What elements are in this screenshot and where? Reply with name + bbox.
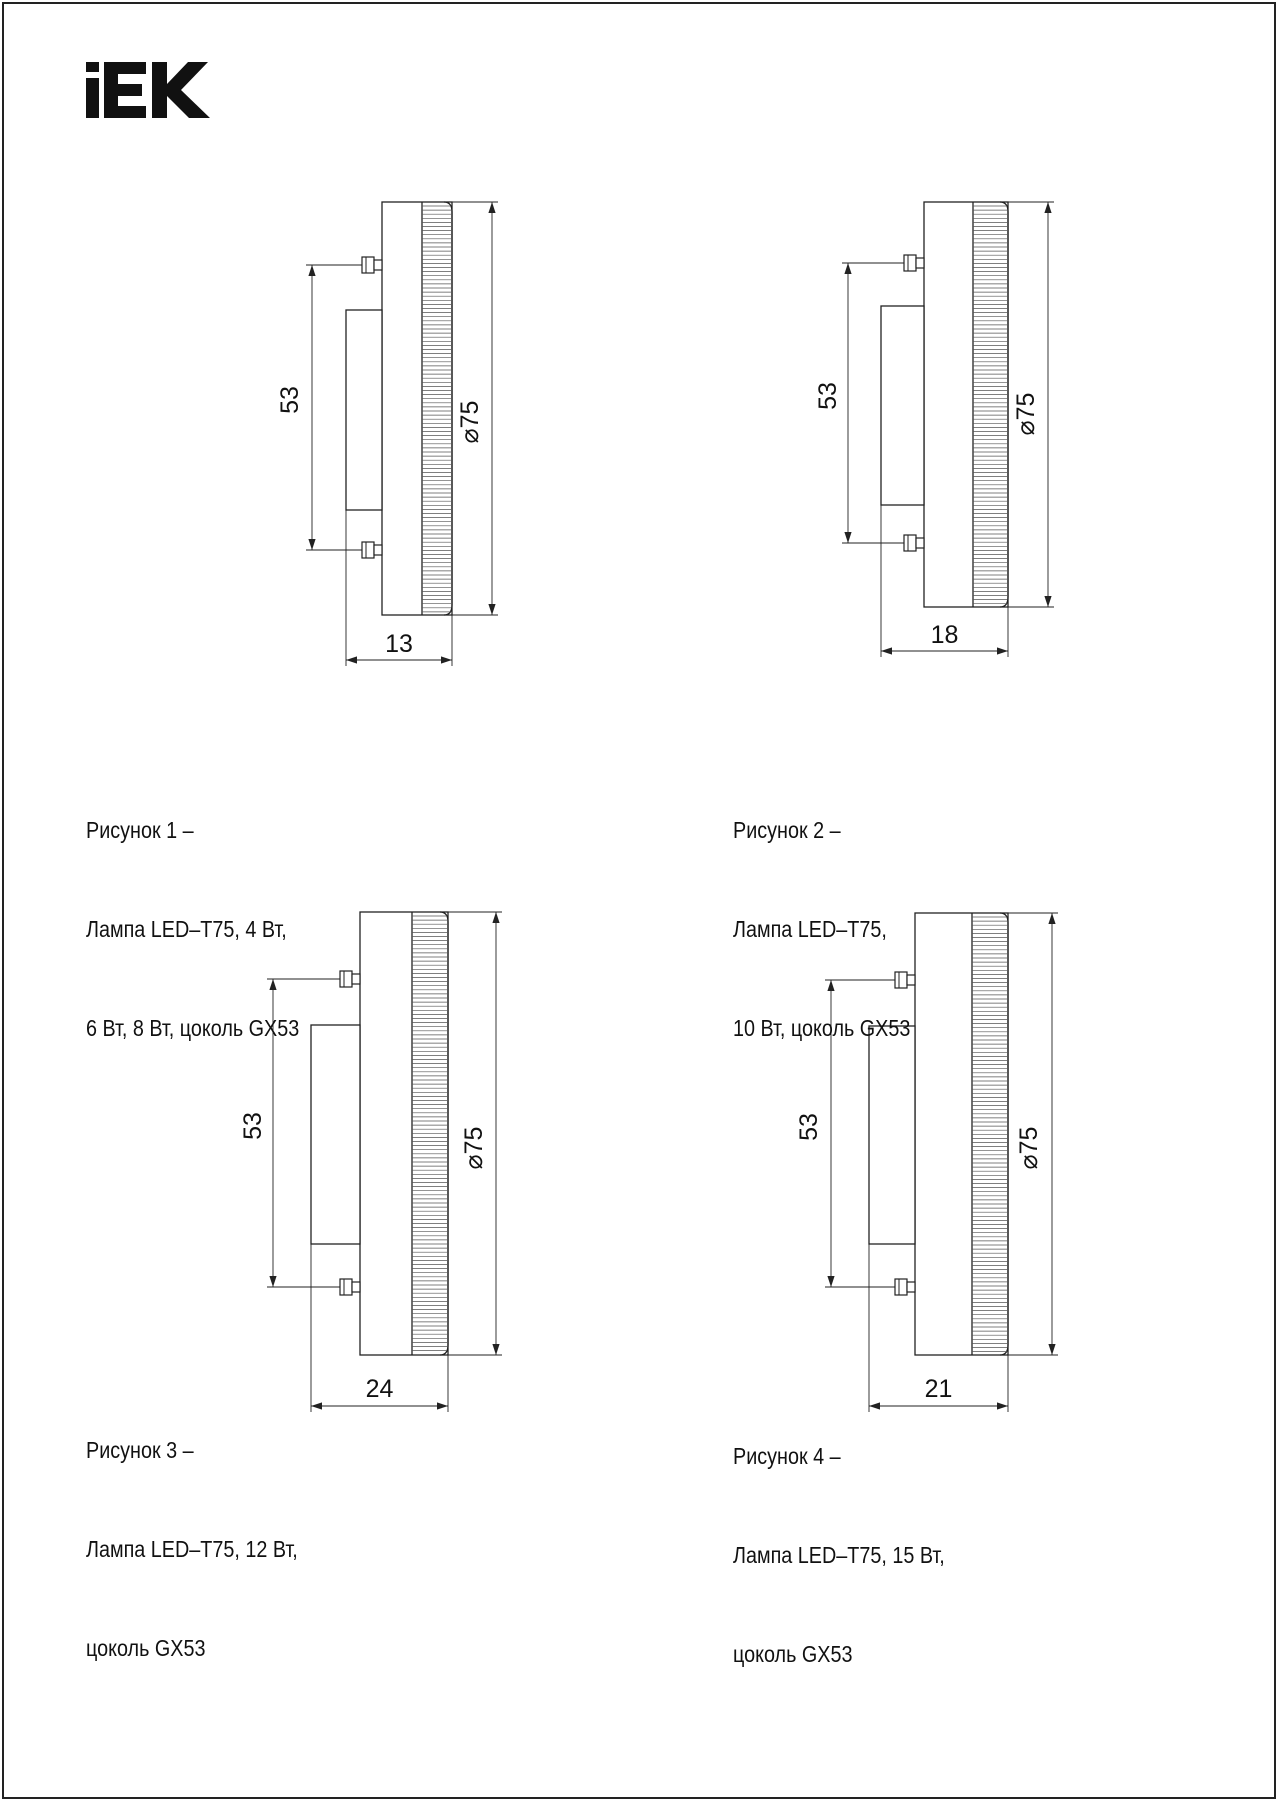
caption-line: Рисунок 3 – [86,1437,194,1463]
dimension-arrow [827,1276,834,1287]
caption-line: Лампа LED–T75, 12 Вт, [86,1536,298,1562]
contact-pin [895,1279,915,1295]
caption-line: цоколь GX53 [733,1641,853,1667]
dimension-label-diameter: ⌀75 [456,400,484,444]
figure-caption [733,748,910,1111]
dimension-label-width: 24 [365,1375,394,1403]
figure-caption [733,1374,945,1737]
dimension-arrow [1048,1344,1055,1355]
figure-caption [86,1368,298,1731]
dimension-label-diameter: ⌀75 [460,1126,488,1170]
caption-line: 10 Вт, цоколь GX53 [733,1015,911,1041]
caption-line: 6 Вт, 8 Вт, цоколь GX53 [86,1015,300,1041]
dimension-label-width: 13 [385,630,413,658]
caption-line: Рисунок 1 – [86,817,194,843]
dimension-label-pin-spacing: 53 [795,1113,823,1141]
caption-line: Рисунок 2 – [733,817,841,843]
dimension-label-diameter: ⌀75 [1015,1126,1043,1170]
dimension-arrow [997,1402,1008,1409]
caption-line: Рисунок 4 – [733,1443,841,1469]
dimension-label-width: 21 [924,1375,953,1403]
dimension-label-pin-spacing: 53 [276,386,304,414]
figure-caption [86,748,299,1111]
dimension-label-width: 18 [930,621,959,649]
dimension-label-pin-spacing: 53 [239,1112,267,1140]
dimension-label-pin-spacing: 53 [814,382,842,410]
caption-line: Лампа LED–T75, 15 Вт, [733,1542,945,1568]
caption-line: цоколь GX53 [86,1635,206,1661]
dimension-label-diameter: ⌀75 [1012,392,1040,436]
caption-line: Лампа LED–T75, 4 Вт, [86,916,287,942]
dimension-arrow [1048,913,1055,924]
caption-line: Лампа LED–T75, [733,916,887,942]
